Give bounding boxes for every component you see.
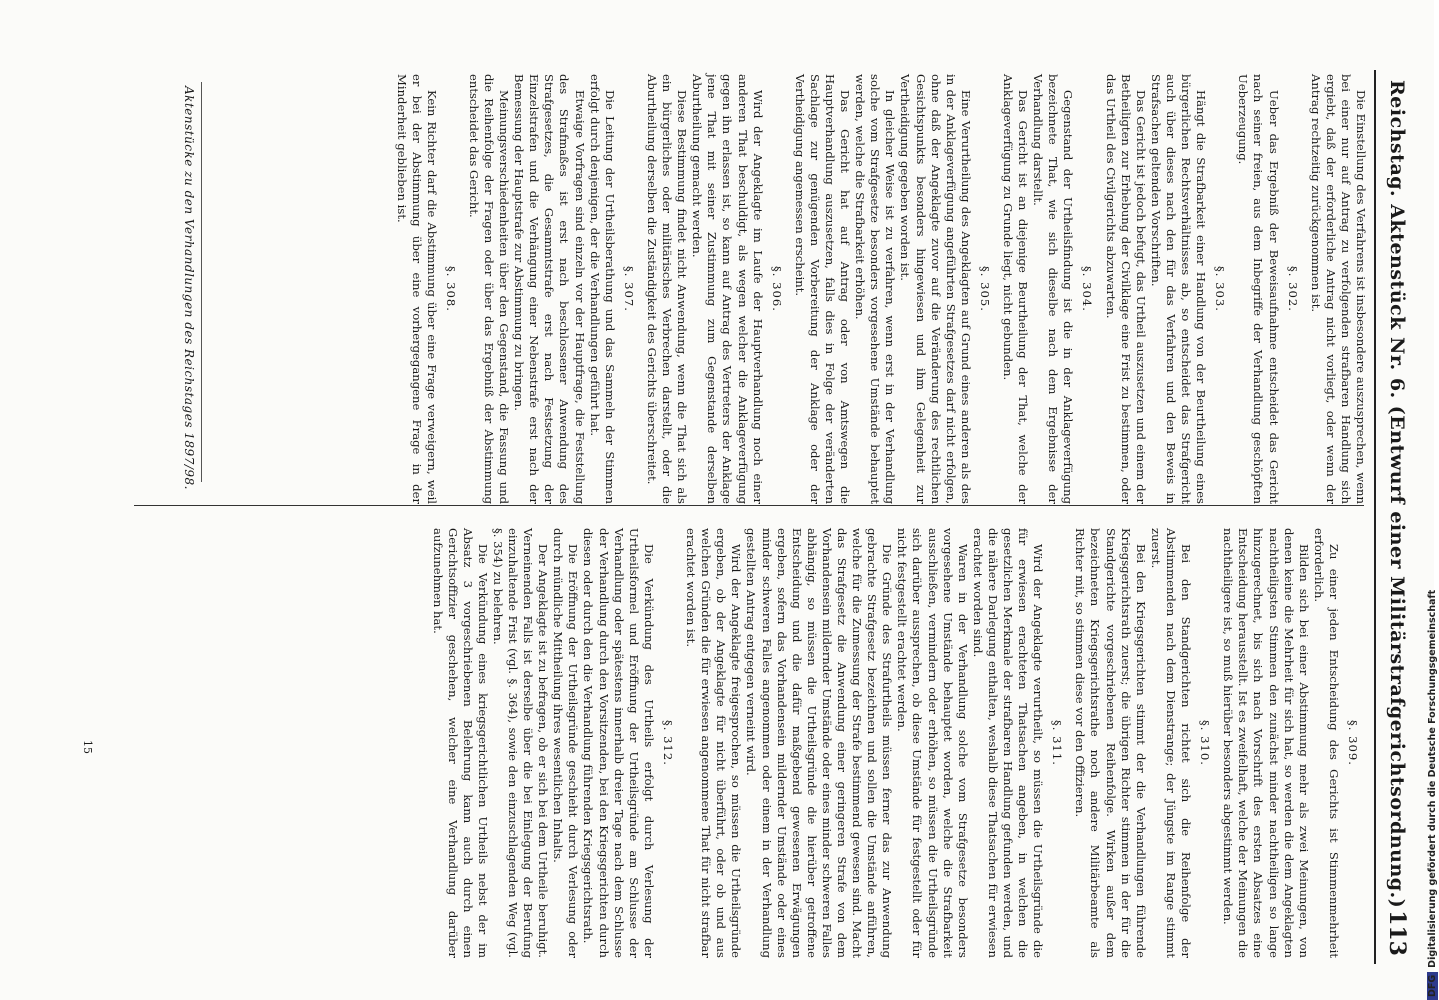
paragraph: Der Angeklagte ist zu befragen, ob er sich bei dem Urtheile beruhigt. Verneinenden Falls ist derselbe über die bei Einlegung der Berufung einzuhaltende Frist (vgl. §. 364), sowie den einzuschlagenden Weg (vgl. §. 354) zu belehren.	[490, 528, 551, 958]
paragraph: Die Verkündung des Urtheils erfolgt durch Verlesung der Urtheilsformel und Eröffnung der Urtheilsgründe am Schlusse der Verhandlung oder spätestens innerhalb dreier Tage nach dem Schlusse der Verhandlung durch den Vorsitzenden, bei den Kriegsgerichten durch diesen oder durch den die Verhandlung führenden Kriegsgerichtsrath.	[581, 528, 656, 958]
footer-rule	[201, 82, 202, 482]
section-heading: §. 308.	[443, 266, 458, 312]
section-heading: §. 302.	[1285, 266, 1300, 312]
paragraph: Die Eröffnung der Urtheilsgründe geschieht durch Verlesung oder durch mündliche Mittheilung ihres wesentlichen Inhalts.	[551, 528, 581, 958]
section-heading: §. 305.	[977, 266, 992, 312]
section-heading: §. 304.	[1080, 266, 1095, 312]
paragraph: Das Gericht hat auf Antrag oder von Amtswegen die Hauptverhandlung auszusetzen, falls dies in Folge der veränderten Sachlage zur genügenden Vorbereitung der Anklage oder der Vertheidigung angemessen erscheint.	[792, 74, 853, 504]
paragraph: Wird der Angeklagte freigesprochen, so müssen die Urtheilsgründe ergeben, ob der Angeklagte für nicht überführt, oder ob und aus welchen Gründen die für erwiesen angenommene That für nicht strafbar erachtet worden ist.	[684, 528, 744, 958]
digitization-credit	[1420, 0, 1436, 1000]
section-heading: §. 307.	[621, 266, 636, 312]
page-header	[1382, 0, 1412, 1000]
paragraph: Ueber das Ergebniß der Beweisaufnahme entscheidet das Gericht nach seiner freien, aus dem Inbegriffe der Verhandlung geschöpften Ueberzeugung.	[1236, 74, 1281, 504]
section-heading: §. 311.	[1050, 720, 1065, 766]
paragraph: Wird der Angeklagte im Laufe der Hauptverhandlung noch einer anderen That beschuldigt, als wegen welcher die Anklageverfügung gegen ihn erlassen ist, so kann auf Antrag des Vertreters der Anklage jene That mit seiner Zustimmung zum Gegenstande derselben Aburtheilung gemacht werden.	[690, 74, 765, 504]
paragraph: Das Gericht ist an diejenige Beurtheilung der That, welche der Anklageverfügung zu Grunde liegt, nicht gebunden.	[1001, 74, 1031, 504]
credit-text: Digitalisierung gefördert durch die Deutsche Forschungsgemeinschaft	[1427, 589, 1438, 968]
paragraph: Bilden sich bei einer Abstimmung mehr als zwei Meinungen, von denen keine die Mehrheit für sich hat, so werden die dem Angeklagten nachtheiligsten Stimmen den zunächst minder nachtheiligen so lange hinzugerechnet, bis sich nach Vorschrift des ersten Absatzes eine Entscheidung herausstellt. Ist es zweifelhaft, welche der Meinungen die nachtheiligere ist, so muß hierüber besonders abgestimmt werden.	[1221, 528, 1311, 958]
paragraph: Zu einer jeden Entscheidung des Gerichts ist Stimmenmehrheit erforderlich.	[1311, 528, 1341, 958]
paragraph: Diese Bestimmung findet nicht Anwendung, wenn die That sich als ein bürgerliches oder militärisches Verbrechen darstellt, oder die Aburtheilung derselben die Zuständigkeit des Gerichts überschreitet.	[644, 74, 690, 504]
paragraph: Die Verkündung eines kriegsgerichtlichen Urtheils nebst der im Absatz 3 vorgeschriebenen Belehrung kann auch durch einen Gerichtsoffizier geschehen, welcher eine Verhandlung darüber aufzunehmen hat.	[430, 528, 490, 958]
paragraph: Wird der Angeklagte verurtheilt, so müssen die Urtheilsgründe die für erwiesen erachteten Thatsachen angeben, in welchen die gesetzlichen Merkmale der strafbaren Handlung gefunden werden, und die nähere Darlegung enthalten, weshalb diese Thatsachen für erwiesen erachtet worden sind.	[970, 528, 1046, 958]
paragraph: Meinungsverschiedenheiten über den Gegenstand, die Fassung und die Reihenfolge der Fragen oder über das Ergebniß der Abstimmung entscheidet das Gericht.	[466, 74, 512, 504]
section-heading: §. 309.	[1346, 720, 1360, 766]
paragraph: Gegenstand der Urtheilsfindung ist die in der Anklageverfügung bezeichnete That, wie sich dieselbe nach dem Ergebnisse der Verhandlung darstellt.	[1031, 74, 1076, 504]
paragraph: Waren in der Verhandlung solche vom Strafgesetze besonders vorgesehene Umstände behauptet worden, welche die Strafbarkeit ausschließen, vermindern oder erhöhen, so müssen die Urtheilsgründe sich darüber aussprechen, ob diese Umstände für festgestellt oder für nicht festgestellt erachtet werden.	[895, 528, 970, 958]
right-column	[429, 528, 1368, 958]
paragraph: In gleicher Weise ist zu verfahren, wenn erst in der Verhandlung solche vom Strafgesetze besonders vorgesehene Umstände behauptet werden, welche die Strafbarkeit erhöhen.	[853, 74, 898, 504]
section-heading: §. 303.	[1213, 266, 1228, 312]
paragraph: Bei den Kriegsgerichten stimmt der die Verhandlungen führende Kriegsgerichtsrath zuerst; die übrigen Richter stimmen in der für die Standgerichte vorgeschriebenen Reihenfolge. Wirken außer dem bezeichneten Kriegsgerichtsrathe noch andere Militärbeamte als Richter mit, so stimmen diese vor den Offizieren.	[1073, 528, 1148, 958]
section-heading: §. 306.	[769, 266, 784, 312]
paragraph: Hängt die Strafbarkeit einer Handlung von der Beurtheilung eines bürgerlichen Rechtsverhältnisses ab, so entscheidet das Strafgericht auch über dieses nach den für das Verfahren und den Beweis in Strafsachen geltenden Vorschriften.	[1148, 74, 1209, 504]
dfg-logo: DFG	[1427, 972, 1438, 1000]
section-heading: §. 312.	[660, 720, 675, 766]
left-column	[393, 74, 1368, 504]
page-number: 113	[1384, 910, 1410, 956]
paragraph: Das Gericht ist jedoch befugt, das Urtheil auszusetzen und einem der Betheiligten zur Erhebung der Civilklage eine Frist zu bestimmen, oder das Urtheil des Civilgerichts abzuwarten.	[1103, 74, 1148, 504]
header-rule	[1374, 70, 1376, 964]
paragraph: Die Gründe des Strafurtheils müssen ferner das zur Anwendung gebrachte Strafgesetz bezeichnen und sollen die Umstände anführen, welche für die Zumessung der Strafe bestimmend gewesen sind. Macht das Strafgesetz die Anwendung einer geringeren Strafe von dem Vorhandensein mildernder Umstände oder eines minder schweren Falles abhängig, so müssen die Urtheilsgründe die hierüber getroffene Entscheidung und die dafür maßgebend gewesenen Erwägungen ergeben, sofern das Vorhandensein mildernder Umstände oder eines minder schweren Falles angenommen oder einem in der Verhandlung gestellten Antrag entgegen verneint wird.	[744, 528, 895, 958]
running-title: Reichstag. Aktenstück Nr. 6. (Entwurf einer Militärstrafgerichtsordnung.)	[1386, 80, 1408, 909]
paragraph: Die Einstellung des Verfahrens ist insbesondere auszusprechen, wenn bei einer nur auf Antrag zu verfolgenden strafbaren Handlung sich ergiebt, daß der erforderliche Antrag nicht vorliegt, oder wenn der Antrag rechtzeitig zurückgenommen ist.	[1308, 74, 1368, 504]
section-heading: §. 310.	[1198, 720, 1213, 766]
paragraph: Kein Richter darf die Abstimmung über eine Frage verweigern, weil er bei der Abstimmung über eine vorhergegangene Frage in der Minderheit geblieben ist.	[394, 74, 439, 504]
footer-note: Aktenstücke zu den Verhandlungen des Reichstages 1897/98.	[182, 86, 196, 490]
paragraph: Eine Verurtheilung des Angeklagten auf Grund eines anderen als des in der Anklageverfügung angeführten Strafgesetzes darf nicht erfolgen, ohne daß der Angeklagte zuvor auf die Veränderung des rechtlichen Gesichtspunkts besonders hingewiesen und ihm Gelegenheit zur Vertheidigung gegeben worden ist.	[898, 74, 973, 504]
paragraph: Bei den Standgerichten richtet sich die Reihenfolge der Abstimmenden nach dem Dienstrange; der Jüngste im Range stimmt zuerst.	[1148, 528, 1194, 958]
paragraph: Etwaige Vorfragen sind einzeln vor der Hauptfrage, die Feststellung des Strafmaßes ist erst nach beschlossener Anwendung des Strafgesetzes, die Gesammtstrafe erst nach Festsetzung der Einzelstrafen und die Verhängung einer Nebenstrafe erst nach der Bemessung der Hauptstrafe zur Abstimmung zu bringen.	[512, 74, 587, 504]
column-divider	[134, 505, 1364, 506]
paragraph: Die Leitung der Urtheilsberathung und das Sammeln der Stimmen erfolgt durch denjenigen, der die Verhandlungen geführt hat.	[587, 74, 617, 504]
sheet-number: 15	[81, 740, 94, 754]
